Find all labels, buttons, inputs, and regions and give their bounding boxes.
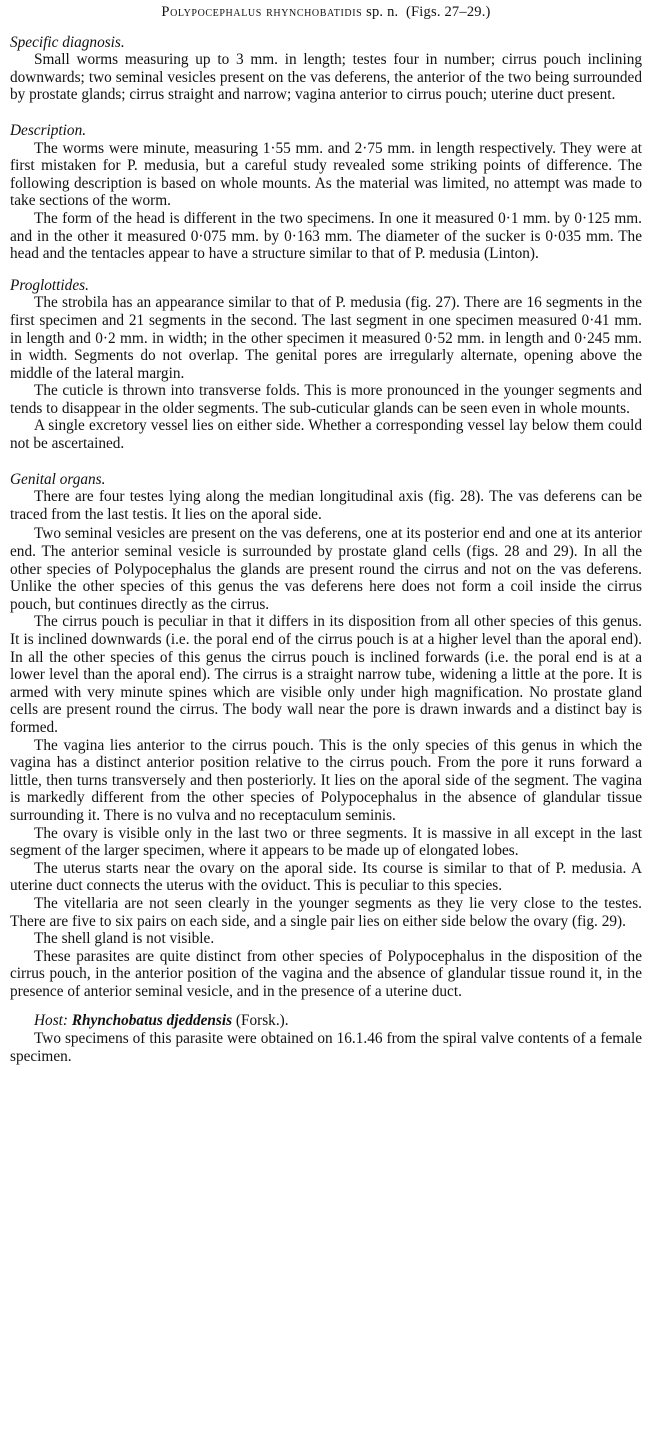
genital-organs-paragraph: Two seminal vesicles are present on the vas deferens, one at its posterior end and one at its anterior end. The anterior seminal vesicle is surrounded by prostate gland cells (figs. 28 and 29). In all the other species of Polypocephalus the glands are present round the cirrus and not on the vas deferens. Unlike the other species of this genus the vas deferens here does not form a coil inside the cirrus pouch, but continues directly as the cirrus. <box>10 525 642 613</box>
proglottides-heading: Proglottides. <box>10 276 89 294</box>
genital-organs-paragraph: The cirrus pouch is peculiar in that it differs in its disposition from all other species of this genus. It is inclined downwards (i.e. the poral end of the cirrus pouch is at a higher level than the aporal end). In all the other species of this genus the cirrus pouch is inclined forwards (i.e. the poral end is at a lower level than the aporal end). The cirrus is a straight narrow tube, widening a little at the pore. It is armed with very minute spines which are visible only under high magnification. No prostate gland cells are present round the cirrus. The body wall near the pore is drawn inwards and a distinct bay is formed. <box>10 613 642 736</box>
species-title: Polypocephalus rhynchobatidis <box>161 4 363 20</box>
figure-reference: (Figs. 27–29.) <box>406 4 491 20</box>
host-line <box>10 1012 642 1030</box>
description-heading: Description. <box>10 121 87 139</box>
specific-diagnosis-heading: Specific diagnosis. <box>10 33 125 51</box>
genital-organs-paragraph: These parasites are quite distinct from other species of Polypocephalus in the disposition of the cirrus pouch, in the anterior position of the vagina and the absence of glandular tissue round it, in the presence of anterior seminal vesicle, and in the presence of a uterine duct. <box>10 947 642 1000</box>
page-title <box>10 4 642 22</box>
genital-organs-paragraph: The ovary is visible only in the last two or three segments. It is massive in all except in the last segment of the larger specimen, where it appears to be made up of elongated lobes. <box>10 824 642 860</box>
description-paragraph: The worms were minute, measuring 1·55 mm. and 2·75 mm. in length respectively. They were at first mistaken for P. medusia, but a careful study revealed some striking points of difference. The following description is based on whole mounts. As the material was limited, no attempt was made to take sections of the worm. <box>10 139 642 210</box>
description-paragraph: The form of the head is different in the two specimens. In one it measured 0·1 mm. by 0·125 mm. and in the other it measured 0·075 mm. by 0·163 mm. The diameter of the sucker is 0·035 mm. The head and the tentacles appear to have a structure similar to that of P. medusia (Linton). <box>10 209 642 263</box>
proglottides-paragraph: The cuticle is thrown into transverse folds. This is more pronounced in the younger segments and tends to disappear in the older segments. The sub-cuticular glands can be seen even in whole mounts. <box>10 382 642 417</box>
genital-organs-paragraph: There are four testes lying along the median longitudinal axis (fig. 28). The vas deferens can be traced from the last testis. It lies on the aporal side. <box>10 488 642 523</box>
paper-page <box>10 4 642 1065</box>
host-paragraph: Two specimens of this parasite were obtained on 16.1.46 from the spiral valve contents of a female specimen. <box>10 1030 642 1065</box>
genital-organs-paragraph: The vagina lies anterior to the cirrus pouch. This is the only species of this genus in which the vagina has a distinct anterior position relative to the cirrus pouch. From the pore it runs forward a little, then turns transversely and then posteriorly. It lies on the aporal side of the segment. The vagina is markedly different from the other species of Polypocephalus in the absence of glandular tissue surrounding it. There is no vulva and no receptaculum seminis. <box>10 736 642 824</box>
genital-organs-heading: Genital organs. <box>10 470 106 488</box>
host-authority: (Forsk.). <box>235 1012 289 1030</box>
genital-organs-paragraph: The vitellaria are not seen clearly in the younger segments as they lie very close to the testes. There are five to six pairs on each side, and a single pair lies on either side below the ovary (fig. 29). <box>10 894 642 930</box>
species-suffix: sp. n. <box>366 4 399 20</box>
proglottides-paragraph: A single excretory vessel lies on either side. Whether a corresponding vessel lay below them could not be ascertained. <box>10 417 642 453</box>
genital-organs-paragraph: The shell gland is not visible. <box>34 930 215 948</box>
proglottides-paragraph: The strobila has an appearance similar to that of P. medusia (fig. 27). There are 16 segments in the first specimen and 21 segments in the second. The last segment in one specimen measured 0·41 mm. in length and 0·2 mm. in width; in the other specimen it measured 0·52 mm. in length and 0·245 mm. in width. Segments do not overlap. The genital pores are irregularly alternate, opening above the middle of the lateral margin. <box>10 294 642 382</box>
specific-diagnosis-text: Small worms measuring up to 3 mm. in length; testes four in number; cirrus pouch inclining downwards; two seminal vesicles present on the vas deferens, the anterior of the two being surrounded by prostate glands; cirrus straight and narrow; vagina anterior to cirrus pouch; uterine duct present. <box>10 51 642 104</box>
genital-organs-paragraph: The uterus starts near the ovary on the aporal side. Its course is similar to that of P. medusia. A uterine duct connects the uterus with the oviduct. This is peculiar to this species. <box>10 859 642 895</box>
host-label: Host: <box>34 1012 68 1030</box>
host-species: Rhynchobatus djeddensis <box>71 1012 233 1030</box>
